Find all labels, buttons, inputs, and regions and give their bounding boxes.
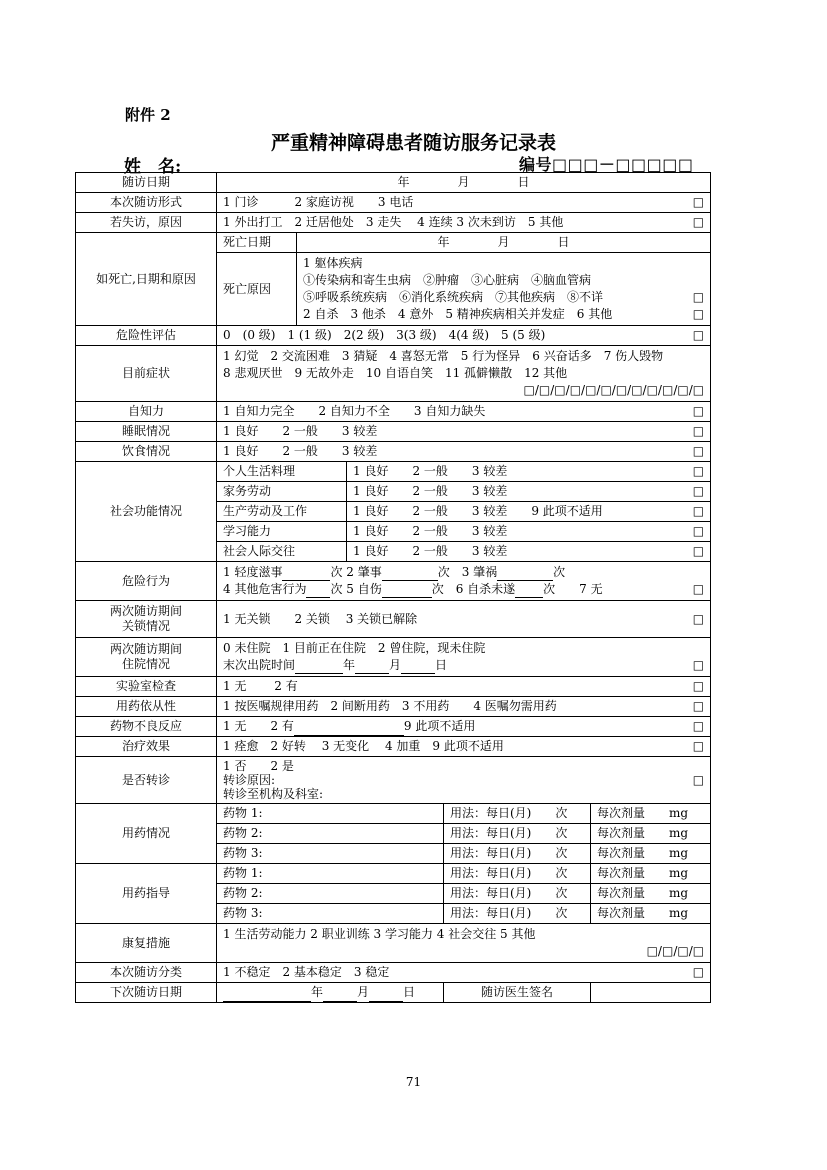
blank-field[interactable] [382, 567, 438, 581]
med-dose[interactable]: 每次剂量 mg [591, 804, 711, 824]
social-item-checkbox[interactable]: □ [692, 464, 705, 478]
adherence-label: 用药依从性 [76, 697, 217, 717]
guide-usage[interactable]: 用法：每日(月) 次 [444, 884, 591, 904]
page-number: 71 [405, 1075, 422, 1089]
visit-form-checkbox[interactable]: □ [692, 195, 705, 209]
diet-options: 1 良好 2 一般 3 较差 [223, 444, 378, 458]
death-cause-label: 死亡原因 [217, 253, 297, 326]
row-referral [76, 757, 711, 804]
med-drug[interactable]: 药物 3: [217, 844, 444, 864]
year-label: 年 [311, 985, 324, 999]
lost-reason-checkbox[interactable]: □ [692, 215, 705, 229]
social-item-checkbox[interactable]: □ [692, 544, 705, 558]
sleep-options: 1 良好 2 一般 3 较差 [223, 424, 378, 438]
rehab-label: 康复措施 [76, 924, 217, 963]
meds-label: 用药情况 [76, 804, 217, 864]
guide-dose[interactable]: 每次剂量 mg [591, 904, 711, 924]
adherence-options: 1 按医嘱规律用药 2 间断用药 3 不用药 4 医嘱勿需用药 [223, 699, 557, 713]
guide-label: 用药指导 [76, 864, 217, 924]
death-cause-line: 2 自杀 3 他杀 4 意外 5 精神疾病相关并发症 6 其他 [303, 307, 613, 321]
blank-field[interactable] [497, 567, 553, 581]
lock-label-line: 关锁情况 [121, 619, 170, 633]
guide-usage[interactable]: 用法：每日(月) 次 [444, 904, 591, 924]
guide-dose[interactable]: 每次剂量 mg [591, 864, 711, 884]
row-sleep [76, 422, 711, 442]
guide-drug[interactable]: 药物 1: [217, 864, 444, 884]
next-visit-label: 下次随访日期 [76, 983, 217, 1003]
guide-drug[interactable]: 药物 2: [217, 884, 444, 904]
category-checkbox[interactable]: □ [692, 965, 705, 979]
death-cause-line: ①传染病和寄生虫病 ②肿瘤 ③心脏病 ④脑血管病 [303, 273, 592, 287]
hospital-label [76, 638, 217, 677]
visit-form-label: 本次随访形式 [76, 193, 217, 213]
adverse-options: 9 此项不适用 [403, 719, 476, 733]
row-meds-1 [76, 804, 711, 824]
symptoms-line: 1 幻觉 2 交流困难 3 猜疑 4 喜怒无常 5 行为怪异 6 兴奋话多 7 伤人毁物 [223, 349, 664, 363]
rehab-options: 1 生活劳动能力 2 职业训练 3 学习能力 4 社会交往 5 其他 [223, 927, 536, 941]
name-label: 姓 名: [124, 157, 182, 177]
row-risk [76, 326, 711, 346]
social-item-name: 社会人际交往 [217, 542, 347, 562]
danger-item: 次 [553, 565, 566, 579]
social-item-name: 学习能力 [217, 522, 347, 542]
guide-usage[interactable]: 用法：每日(月) 次 [444, 864, 591, 884]
blank-field[interactable] [323, 988, 357, 1002]
blank-field[interactable] [355, 660, 389, 674]
danger-item: 次 6 自杀未遂 [431, 582, 516, 596]
lab-test-label: 实验室检查 [76, 677, 217, 697]
danger-item: 1 轻度滋事 [223, 565, 283, 579]
row-category [76, 963, 711, 983]
referral-checkbox[interactable]: □ [692, 773, 705, 787]
symptoms-line: 8 悲观厌世 9 无故外走 10 自语自笑 11 孤僻懒散 12 其他 [223, 366, 568, 380]
row-hospital [76, 638, 711, 677]
lock-label [76, 601, 217, 638]
social-label: 社会功能情况 [76, 462, 217, 562]
adverse-label: 药物不良反应 [76, 717, 217, 737]
row-social-1 [76, 462, 711, 482]
death-label: 如死亡,日期和原因 [76, 233, 217, 326]
social-item-checkbox[interactable]: □ [692, 484, 705, 498]
death-cause-checkbox[interactable]: □ [692, 290, 705, 304]
blank-field[interactable] [282, 567, 330, 581]
insight-checkbox[interactable]: □ [692, 404, 705, 418]
hospital-checkbox[interactable]: □ [692, 658, 705, 672]
lab-test-options: 1 无 2 有 [223, 679, 298, 693]
danger-item: 4 其他危害行为 [223, 582, 307, 596]
row-death-date [76, 233, 711, 253]
referral-line: 转诊原因: [223, 773, 276, 787]
death-date-label: 死亡日期 [217, 233, 297, 253]
lock-checkbox[interactable]: □ [692, 611, 705, 626]
visit-form-options: 1 门诊 2 家庭访视 3 电话 [223, 195, 414, 209]
blank-field[interactable] [295, 660, 343, 674]
row-lock [76, 601, 711, 638]
row-lab-test [76, 677, 711, 697]
social-item-checkbox[interactable]: □ [692, 504, 705, 518]
social-item-options: 1 良好 2 一般 3 较差 [353, 524, 508, 538]
med-usage[interactable]: 用法：每日(月) 次 [444, 824, 591, 844]
death-cause-line: ⑤呼吸系统疾病 ⑥消化系统疾病 ⑦其他疾病 ⑧不详 [303, 290, 604, 304]
med-drug[interactable]: 药物 2: [217, 824, 444, 844]
social-item-options: 1 良好 2 一般 3 较差 [353, 484, 508, 498]
sleep-checkbox[interactable]: □ [692, 424, 705, 438]
social-item-options: 1 良好 2 一般 3 较差 [353, 544, 508, 558]
danger-checkbox[interactable]: □ [692, 582, 705, 596]
med-usage[interactable]: 用法：每日(月) 次 [444, 844, 591, 864]
day-label: 日 [435, 658, 448, 672]
attachment-label: 附件 2 [125, 106, 171, 124]
social-item-checkbox[interactable]: □ [692, 524, 705, 538]
danger-item: 次 7 无 [543, 582, 603, 596]
year-label: 年 [343, 658, 356, 672]
visit-date-label: 随访日期 [76, 173, 217, 193]
social-item-name: 个人生活料理 [217, 462, 347, 482]
follow-up-record-table [75, 172, 711, 1003]
form-title: 严重精神障碍患者随访服务记录表 [270, 132, 556, 154]
med-dose[interactable]: 每次剂量 mg [591, 824, 711, 844]
hospital-label-line: 两次随访期间 [109, 642, 182, 656]
effect-options: 1 痊愈 2 好转 3 无变化 4 加重 9 此项不适用 [223, 739, 504, 753]
row-adverse [76, 717, 711, 737]
row-diet [76, 442, 711, 462]
med-dose[interactable]: 每次剂量 mg [591, 844, 711, 864]
day-label: 日 [403, 985, 416, 999]
death-date-value[interactable]: 年 月 日 [297, 233, 711, 253]
blank-field[interactable] [382, 584, 432, 598]
death-cause-line: 1 躯体疾病 [303, 256, 363, 270]
lock-label-line: 两次随访期间 [109, 604, 182, 618]
row-insight [76, 402, 711, 422]
row-rehab [76, 924, 711, 963]
social-item-name: 家务劳动 [217, 482, 347, 502]
effect-label: 治疗效果 [76, 737, 217, 757]
row-danger [76, 562, 711, 601]
social-item-options: 1 良好 2 一般 3 较差 [353, 464, 508, 478]
lock-options: 1 无关锁 2 关锁 3 关锁已解除 [223, 611, 418, 626]
visit-date-value[interactable]: 年 月 日 [217, 173, 711, 193]
blank-field[interactable] [223, 988, 311, 1002]
rehab-checkboxes[interactable]: □/□/□/□ [646, 944, 705, 958]
insight-options: 1 自知力完全 2 自知力不全 3 自知力缺失 [223, 404, 486, 418]
adherence-checkbox[interactable]: □ [692, 699, 705, 713]
med-drug[interactable]: 药物 1: [217, 804, 444, 824]
guide-dose[interactable]: 每次剂量 mg [591, 884, 711, 904]
sleep-label: 睡眠情况 [76, 422, 217, 442]
adverse-checkbox[interactable]: □ [692, 719, 705, 733]
month-label: 月 [389, 658, 402, 672]
blank-field[interactable] [515, 584, 543, 598]
risk-label: 危险性评估 [76, 326, 217, 346]
doctor-signature-field[interactable] [591, 983, 711, 1003]
diet-checkbox[interactable]: □ [692, 444, 705, 458]
hospital-label-line: 住院情况 [121, 657, 170, 671]
category-options: 1 不稳定 2 基本稳定 3 稳定 [223, 965, 390, 979]
row-adherence [76, 697, 711, 717]
blank-field[interactable] [401, 660, 435, 674]
blank-field[interactable] [294, 722, 404, 736]
blank-field[interactable] [369, 988, 403, 1002]
guide-drug[interactable]: 药物 3: [217, 904, 444, 924]
adverse-options: 1 无 2 有 [223, 719, 294, 733]
danger-label: 危险行为 [76, 562, 217, 601]
row-visit-form [76, 193, 711, 213]
danger-item: 次 3 肇祸 [437, 565, 498, 579]
row-guide-1 [76, 864, 711, 884]
row-effect [76, 737, 711, 757]
effect-checkbox[interactable]: □ [692, 739, 705, 753]
row-visit-date [76, 173, 711, 193]
lost-reason-options: 1 外出打工 2 迁居他处 3 走失 4 连续 3 次未到访 5 其他 [223, 215, 564, 229]
referral-label: 是否转诊 [76, 757, 217, 804]
row-symptoms [76, 346, 711, 402]
referral-line: 1 否 2 是 [223, 759, 294, 773]
social-item-options: 1 良好 2 一般 3 较差 9 此项不适用 [353, 504, 603, 518]
lab-test-checkbox[interactable]: □ [692, 679, 705, 693]
blank-field[interactable] [306, 584, 330, 598]
category-label: 本次随访分类 [76, 963, 217, 983]
discharge-label: 末次出院时间 [223, 658, 296, 672]
insight-label: 自知力 [76, 402, 217, 422]
death-cause-checkbox[interactable]: □ [692, 307, 705, 321]
month-label: 月 [357, 985, 370, 999]
referral-line: 转诊至机构及科室: [223, 787, 324, 801]
row-lost-reason [76, 213, 711, 233]
danger-item: 次 5 自伤 [330, 582, 382, 596]
risk-options: 0 (0 级) 1 (1 级) 2(2 级) 3(3 级) 4(4 级) 5 (5 级) [223, 328, 546, 342]
lost-reason-label: 若失访，原因 [76, 213, 217, 233]
med-usage[interactable]: 用法：每日(月) 次 [444, 804, 591, 824]
hospital-options: 0 未住院 1 目前正在住院 2 曾住院，现未住院 [223, 641, 486, 655]
danger-item: 次 2 肇事 [330, 565, 382, 579]
symptoms-label: 目前症状 [76, 346, 217, 402]
risk-checkbox[interactable]: □ [692, 328, 705, 342]
diet-label: 饮食情况 [76, 442, 217, 462]
symptoms-checkboxes[interactable]: □/□/□/□/□/□/□/□/□/□/□/□ [523, 383, 705, 397]
row-next-visit [76, 983, 711, 1003]
serial-number: 编号□□□－□□□□□ [519, 155, 694, 174]
social-item-name: 生产劳动及工作 [217, 502, 347, 522]
doctor-signature-label: 随访医生签名 [444, 983, 591, 1003]
